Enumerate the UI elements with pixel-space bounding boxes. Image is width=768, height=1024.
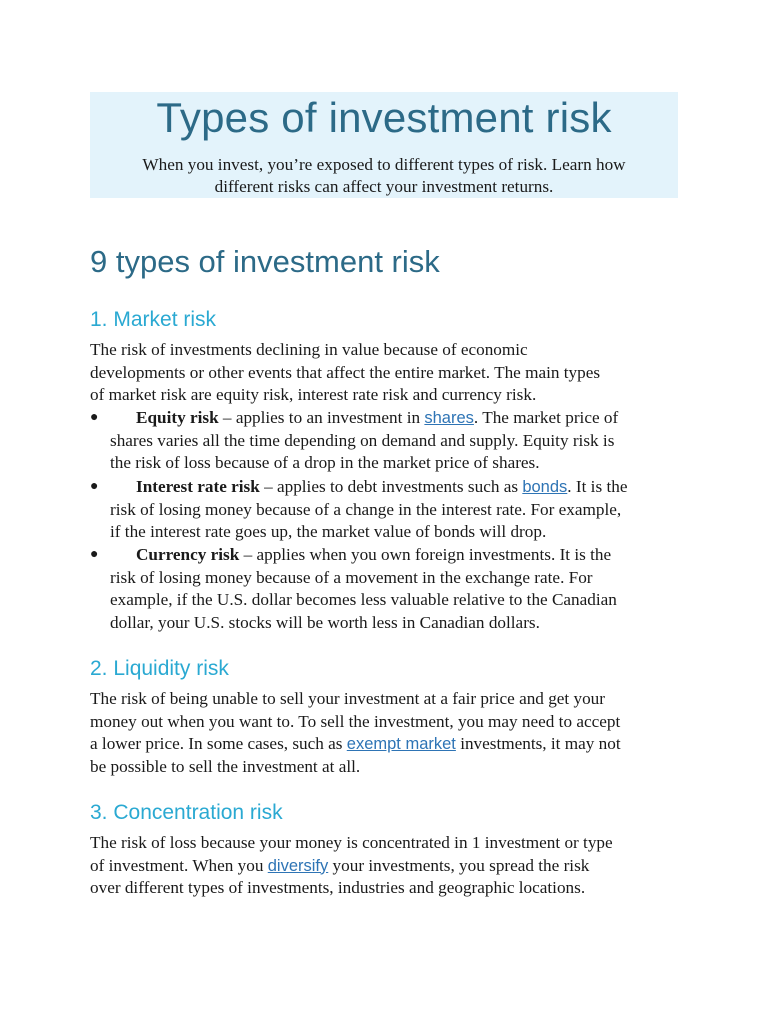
bullet-icon: ● xyxy=(90,410,99,425)
bullet-text: if the interest rate goes up, the market value of bonds will drop. xyxy=(110,522,547,541)
diversify-link[interactable]: diversify xyxy=(267,856,329,875)
title-banner xyxy=(90,92,678,198)
bullet-text: risk of losing money because of a change in the interest rate. For example, xyxy=(110,499,622,519)
concentration-risk-paragraph xyxy=(90,832,690,900)
paragraph-line: The risk of loss because your money is concentrated in 1 investment or type xyxy=(90,833,613,852)
section-heading-concentration-risk: 3. Concentration risk xyxy=(90,801,283,824)
liquidity-risk-paragraph xyxy=(90,688,690,778)
paragraph-line: The risk of investments declining in value because of economic xyxy=(90,340,528,359)
paragraph-line: of investment. When you xyxy=(90,855,268,875)
paragraph-line: over different types of investments, industries and geographic locations. xyxy=(90,878,586,897)
bullet-text: dollar, your U.S. stocks will be worth less in Canadian dollars. xyxy=(110,612,540,632)
market-risk-paragraph xyxy=(90,339,690,407)
bullet-text: . It is the xyxy=(567,477,628,496)
paragraph-line: be possible to sell the investment at all. xyxy=(90,756,361,776)
paragraph-line: of market risk are equity risk, interest rate risk and currency risk. xyxy=(90,385,537,404)
bullet-term: Interest rate risk xyxy=(136,477,260,496)
shares-link[interactable]: shares xyxy=(424,409,474,427)
bullet-text: . The market price of xyxy=(473,408,619,427)
main-heading: 9 types of investment risk xyxy=(90,244,440,279)
bullet-text: the risk of loss because of a drop in the market price of shares. xyxy=(110,453,540,472)
paragraph-line: developments or other events that affect the entire market. The main types xyxy=(90,362,601,382)
bullet-term: Equity risk xyxy=(136,408,219,427)
bullet-term: Currency risk xyxy=(136,545,240,564)
paragraph-line: your investments, you spread the risk xyxy=(328,855,590,875)
bullet-text: shares varies all the time depending on demand and supply. Equity risk is xyxy=(110,430,615,450)
bullet-icon: ● xyxy=(90,479,99,494)
paragraph-line: money out when you want to. To sell the investment, you may need to accept xyxy=(90,711,621,731)
bonds-link[interactable]: bonds xyxy=(522,478,568,496)
subtitle-line: different risks can affect your investment returns. xyxy=(214,177,554,196)
paragraph-line: a lower price. In some cases, such as xyxy=(90,734,347,753)
page-subtitle xyxy=(100,154,668,198)
subtitle-line: When you invest, you’re exposed to different types of risk. Learn how xyxy=(142,155,626,174)
bullet-text: example, if the U.S. dollar becomes less valuable relative to the Canadian xyxy=(110,590,617,609)
paragraph-line: investments, it may not xyxy=(455,734,621,753)
bullet-text: – applies to an investment in xyxy=(218,408,425,427)
bullet-text: – applies when you own foreign investments. It is the xyxy=(239,545,612,564)
paragraph-line: The risk of being unable to sell your investment at a fair price and get your xyxy=(90,689,605,708)
bullet-text: risk of losing money because of a movement in the exchange rate. For xyxy=(110,567,593,587)
section-heading-liquidity-risk: 2. Liquidity risk xyxy=(90,657,229,680)
bullet-icon: ● xyxy=(90,547,99,562)
bullet-text: – applies to debt investments such as xyxy=(259,477,523,496)
exempt-market-link[interactable]: exempt market xyxy=(346,735,456,753)
section-heading-market-risk: 1. Market risk xyxy=(90,308,217,331)
page-title: Types of investment risk xyxy=(156,94,612,141)
